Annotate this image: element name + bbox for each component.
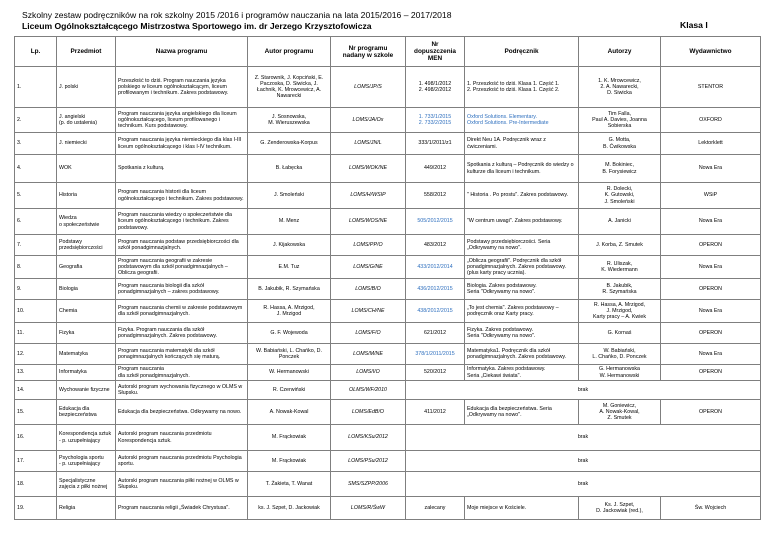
cell-podrecznik: Edukacja dla bezpieczeństwa. Seria „Odkrywamy na nowo". xyxy=(465,400,579,425)
cell-nazwa: Program nauczania chemii w zakresie podstawowym dla szkół ponadgimnazjalnych. xyxy=(116,300,248,323)
cell-nr-men: 449/2012 xyxy=(406,155,465,183)
table-row xyxy=(15,209,761,235)
cell-przedmiot: Matematyka xyxy=(57,344,116,365)
cell-nr-programu: LOMS/PSu/2012 xyxy=(331,451,406,472)
cell-lp: 14. xyxy=(15,381,57,400)
table-row xyxy=(15,400,761,425)
cell-lp: 6. xyxy=(15,209,57,235)
cell-brak: brak xyxy=(406,425,761,451)
col-nazwa-programu: Nazwa programu xyxy=(116,37,248,67)
cell-przedmiot: Chemia xyxy=(57,300,116,323)
cell-przedmiot: Wiedza o społeczeństwie xyxy=(57,209,116,235)
table-row xyxy=(15,497,761,520)
cell-nr-programu: LOMS/WOK/NE xyxy=(331,155,406,183)
cell-podrecznik: „Oblicza geografii". Podręcznik dla szkół ponadgimnazjalnych. Zakres podstawowy. (plus karty pracy ucznia). xyxy=(465,256,579,279)
cell-autor: R. Czerwiński xyxy=(248,381,331,400)
cell-autorzy: G. Kornaś xyxy=(579,323,661,344)
cell-brak: brak xyxy=(406,472,761,497)
cell-podrecznik: Spotkania z kulturą – Podręcznik do wiedzy o kulturze dla liceum i technikum. xyxy=(465,155,579,183)
cell-podrecznik: "W centrum uwagi". Zakres podstawowy. xyxy=(465,209,579,235)
textbook-table xyxy=(14,36,761,520)
cell-przedmiot: Fizyka xyxy=(57,323,116,344)
cell-nr-men: 378/1/2011/2015 xyxy=(406,344,465,365)
table-row xyxy=(15,183,761,209)
cell-lp: 8. xyxy=(15,256,57,279)
col-podrecznik: Podręcznik xyxy=(465,37,579,67)
cell-przedmiot: Podstawy przedsiębiorczości xyxy=(57,235,116,256)
cell-nr-men: 1. 733/1/2015 2. 733/2/2015 xyxy=(406,108,465,133)
cell-podrecznik: Podstawy przedsiębiorczości. Seria „Odkrywamy na nowo". xyxy=(465,235,579,256)
cell-nr-programu: LOMS/CH/NE xyxy=(331,300,406,323)
cell-wydawnictwo: Nowa Era xyxy=(661,155,761,183)
cell-nr-men: 483/2012 xyxy=(406,235,465,256)
cell-lp: 1. xyxy=(15,67,57,108)
cell-nr-men: 1. 498/1/2012 2. 498/2/2012 xyxy=(406,67,465,108)
cell-lp: 4. xyxy=(15,155,57,183)
cell-nr-programu: LOMS/M/NE xyxy=(331,344,406,365)
cell-nazwa: Autorski program nauczania przedmiotu Psychologia sportu. xyxy=(116,451,248,472)
cell-nr-men: 621/2012 xyxy=(406,323,465,344)
cell-nr-programu: LOMS/JP/S xyxy=(331,67,406,108)
cell-nr-programu: LOMS/JN/L xyxy=(331,133,406,155)
cell-autor: ks. J. Szpet, D. Jackowiak xyxy=(248,497,331,520)
cell-lp: 16. xyxy=(15,425,57,451)
cell-wydawnictwo: OPERON xyxy=(661,365,761,381)
col-autorzy: Autorzy xyxy=(579,37,661,67)
cell-wydawnictwo: OXFORD xyxy=(661,108,761,133)
cell-nr-programu: LOMS/WOS/NE xyxy=(331,209,406,235)
cell-autor: T. Żakieta, T. Wanat xyxy=(248,472,331,497)
cell-wydawnictwo: Nowa Era xyxy=(661,300,761,323)
cell-wydawnictwo: Nowa Era xyxy=(661,209,761,235)
cell-nr-programu: LOMS/JA/Ox xyxy=(331,108,406,133)
cell-lp: 18. xyxy=(15,472,57,497)
cell-nazwa: Autorski program nauczania piłki nożnej w OLMS w Słupsku. xyxy=(116,472,248,497)
cell-autor: W. Babiański, L. Chańko, D. Ponczek xyxy=(248,344,331,365)
cell-lp: 17. xyxy=(15,451,57,472)
header-line-2: Liceum Ogólnokształcącego Mistrzostwa Sportowego im. dr Jerzego Krzysztofowicza xyxy=(22,21,372,31)
cell-lp: 19. xyxy=(15,497,57,520)
cell-wydawnictwo: Św. Wojciech xyxy=(661,497,761,520)
cell-autorzy: Tim Falla, Paul A. Davies, Joanna Sobierska xyxy=(579,108,661,133)
cell-wydawnictwo: Nowa Era xyxy=(661,256,761,279)
table-row xyxy=(15,425,761,451)
col-przedmiot: Przedmiot xyxy=(57,37,116,67)
header-line-1: Szkolny zestaw podręczników na rok szkolny 2015 /2016 i programów nauczania na lata 2015/2016 – 2017/2018 xyxy=(22,10,452,20)
cell-przedmiot: Historia xyxy=(57,183,116,209)
table-row xyxy=(15,381,761,400)
cell-autor: J. Sosnowska, M. Wieruszewska xyxy=(248,108,331,133)
cell-nr-programu: LOMS/R/ŚwW xyxy=(331,497,406,520)
cell-wydawnictwo: OPERON xyxy=(661,279,761,300)
cell-podrecznik: Oxford Solutions. Elementary. Oxford Solutions. Pre-Intermediate xyxy=(465,108,579,133)
table-row xyxy=(15,133,761,155)
cell-autorzy: 1. K. Mrowcewicz, 2. A. Nawarecki, D. Siwicka xyxy=(579,67,661,108)
cell-podrecznik: Direkt Neu 1A. Podręcznik wraz z ćwiczeniami. xyxy=(465,133,579,155)
cell-nr-programu: LOMS/EdB/O xyxy=(331,400,406,425)
cell-autorzy: Ks. J. Szpet, D. Jackowiak (red.), xyxy=(579,497,661,520)
cell-nr-programu: LOMS/KSu/2012 xyxy=(331,425,406,451)
cell-brak: brak xyxy=(406,451,761,472)
table-row xyxy=(15,279,761,300)
cell-lp: 11. xyxy=(15,323,57,344)
cell-nazwa: Program nauczania biologii dla szkół ponadgimnazjalnych – zakres podstawowy. xyxy=(116,279,248,300)
cell-autor: W. Hermanowski xyxy=(248,365,331,381)
class-label: Klasa I xyxy=(680,20,708,30)
cell-autor: B. Jakubik, R. Szymańska xyxy=(248,279,331,300)
cell-autor: J. Kijakowska xyxy=(248,235,331,256)
cell-nazwa: Program nauczania geografii w zakresie podstawowym dla szkół ponadgimnazjalnych – Oblicza geografii. xyxy=(116,256,248,279)
cell-lp: 15. xyxy=(15,400,57,425)
cell-przedmiot: Korespondencja sztuk - p. uzupełniający xyxy=(57,425,116,451)
cell-nazwa: Autorski program wychowania fizycznego w OLMS w Słupsku. xyxy=(116,381,248,400)
cell-wydawnictwo: OPERON xyxy=(661,235,761,256)
cell-wydawnictwo: OPERON xyxy=(661,400,761,425)
cell-nazwa: Program nauczania matematyki dla szkół ponagimnazjalnych kończących się maturą. xyxy=(116,344,248,365)
table-row xyxy=(15,300,761,323)
cell-przedmiot: Informatyka xyxy=(57,365,116,381)
cell-nr-men: 433/2012/2014 xyxy=(406,256,465,279)
cell-podrecznik: Matematyka1. Podręcznik dla szkół ponadgimnazjalnych. Zakres podstawowy. xyxy=(465,344,579,365)
cell-nazwa: Program nauczania historii dla liceum ogólnokształcącego i technikum. Zakres podstawowy. xyxy=(116,183,248,209)
cell-autorzy: R. Hassa, A. Mrzigod, J. Mrzigod, Karty pracy – A. Kwiek xyxy=(579,300,661,323)
cell-autor: Z. Starownik, J. Kopciński, E. Paczoska, D. Siwicka, J. Łachnik, K. Mrowcewicz, A. Nawarecki xyxy=(248,67,331,108)
cell-wydawnictwo: STENTOR xyxy=(661,67,761,108)
cell-lp: 5. xyxy=(15,183,57,209)
cell-przedmiot: J. niemiecki xyxy=(57,133,116,155)
col-wydawnictwo: Wydawnictwo xyxy=(661,37,761,67)
cell-autor: E.M. Tuz xyxy=(248,256,331,279)
cell-autor: A. Nowak-Kowal xyxy=(248,400,331,425)
cell-lp: 12. xyxy=(15,344,57,365)
cell-nr-programu: LOMS/G/NE xyxy=(331,256,406,279)
table-header-row xyxy=(15,37,761,67)
cell-przedmiot: Edukacja dla bezpieczeństwa xyxy=(57,400,116,425)
cell-nr-programu: SMS/SZPP/2006 xyxy=(331,472,406,497)
cell-przedmiot: Psychologia sportu - p. uzupełniający xyxy=(57,451,116,472)
table-row xyxy=(15,108,761,133)
cell-nazwa: Program nauczania podstaw przedsiębiorczości dla szkół ponadgimnazjalnych. xyxy=(116,235,248,256)
cell-wydawnictwo: Nowa Era xyxy=(661,344,761,365)
cell-podrecznik: Fizyka. Zakres podstawowy. Seria "Odkrywamy na nowo". xyxy=(465,323,579,344)
cell-nr-programu: LOMS/I/O xyxy=(331,365,406,381)
cell-nr-programu: LOMS/H/WSIP xyxy=(331,183,406,209)
cell-brak: brak xyxy=(406,381,761,400)
cell-autorzy: M. Goniewicz, A. Nowak-Kowal, Z. Smutek xyxy=(579,400,661,425)
cell-nr-men: 505/2012/2015 xyxy=(406,209,465,235)
cell-podrecznik: Informatyka. Zakres podstawowy. Seria „Ciekawi świata". xyxy=(465,365,579,381)
cell-nazwa: Program nauczania języka niemieckiego dla klas I-III liceum ogólnokształcącego i klas I-IV technikum. xyxy=(116,133,248,155)
cell-nr-men: zalecany xyxy=(406,497,465,520)
table-row xyxy=(15,472,761,497)
cell-nazwa: Program nauczania religii „Świadek Chrystusa". xyxy=(116,497,248,520)
cell-przedmiot: WOK xyxy=(57,155,116,183)
cell-lp: 13. xyxy=(15,365,57,381)
cell-podrecznik: 1. Przeszłość to dziś. Klasa 1. Część 1. 2. Przeszłość to dziś. Klasa 1. Część 2. xyxy=(465,67,579,108)
cell-autorzy: G. Hermanowska W. Hermanowski xyxy=(579,365,661,381)
cell-nazwa: Program nauczania dla szkół ponadgimnazjalnych. xyxy=(116,365,248,381)
table-row xyxy=(15,323,761,344)
table-row xyxy=(15,365,761,381)
col-nr-men: Nr dopuszczenia MEN xyxy=(406,37,465,67)
cell-autorzy: M. Bokiniec, B. Forysiewicz xyxy=(579,155,661,183)
cell-nr-men: 438/2012/2015 xyxy=(406,300,465,323)
cell-podrecznik: " Historia . Po prostu". Zakres podstawowy. xyxy=(465,183,579,209)
cell-nr-programu: LOMS/B/O xyxy=(331,279,406,300)
cell-autorzy: J. Korba, Z. Smutek xyxy=(579,235,661,256)
cell-nr-men: 436/2012/2015 xyxy=(406,279,465,300)
col-nr-programu: Nr programu nadany w szkole xyxy=(331,37,406,67)
cell-lp: 2. xyxy=(15,108,57,133)
cell-przedmiot: Geografia xyxy=(57,256,116,279)
cell-autorzy: R. Uliszak, K. Wiedermann xyxy=(579,256,661,279)
table-row xyxy=(15,235,761,256)
cell-nazwa: Program nauczania wiedzy o społeczeństwie dla liceum ogólnokształcącego i technikum. Zakres podstawowy. xyxy=(116,209,248,235)
cell-nr-men: 333/1/2011/z1 xyxy=(406,133,465,155)
cell-autor: B. Łabęcka xyxy=(248,155,331,183)
document-header xyxy=(22,10,452,32)
cell-lp: 3. xyxy=(15,133,57,155)
table-row xyxy=(15,451,761,472)
cell-autor: M. Menz xyxy=(248,209,331,235)
cell-nazwa: Fizyka. Program nauczania dla szkół ponadgimnazjalnych. Zakres podstawowy. xyxy=(116,323,248,344)
cell-autorzy: G. Motta, B. Ćwikowska xyxy=(579,133,661,155)
cell-przedmiot: Religia xyxy=(57,497,116,520)
cell-wydawnictwo: WSiP xyxy=(661,183,761,209)
cell-nazwa: Spotkania z kulturą. xyxy=(116,155,248,183)
cell-nr-men: 558/2012 xyxy=(406,183,465,209)
cell-lp: 7. xyxy=(15,235,57,256)
cell-nr-programu: LOMS/F/O xyxy=(331,323,406,344)
cell-lp: 9. xyxy=(15,279,57,300)
cell-podrecznik: „To jest chemia". Zakres podstawowy – podręcznik oraz Karty pracy. xyxy=(465,300,579,323)
cell-przedmiot: Biologia xyxy=(57,279,116,300)
table-row xyxy=(15,155,761,183)
cell-autor: G. Zenderowska-Korpus xyxy=(248,133,331,155)
cell-autor: R. Hassa, A. Mrzigod, J. Mrzigod xyxy=(248,300,331,323)
cell-podrecznik: Moje miejsce w Kościele. xyxy=(465,497,579,520)
cell-nr-programu: OLMS/WF/2010 xyxy=(331,381,406,400)
cell-autor: M. Frąckowiak xyxy=(248,451,331,472)
cell-autor: G. F. Wojewoda xyxy=(248,323,331,344)
cell-przedmiot: Specjalistyczne zajęcia z piłki nożnej xyxy=(57,472,116,497)
cell-nazwa: Edukacja dla bezpieczeństwa. Odkrywamy na nowo. xyxy=(116,400,248,425)
cell-nazwa: Przeszłość to dziś. Program nauczania języka polskiego w liceum ogólnokształcącym, liceum profilowanym i technikum. Zakres podstawowy. xyxy=(116,67,248,108)
col-autor-programu: Autor programu xyxy=(248,37,331,67)
table-row xyxy=(15,67,761,108)
cell-autor: J. Smoleński xyxy=(248,183,331,209)
cell-wydawnictwo: Lektorklett xyxy=(661,133,761,155)
cell-przedmiot: J. polski xyxy=(57,67,116,108)
cell-autorzy: R. Dolecki, K. Gutowski, J. Smoleński xyxy=(579,183,661,209)
cell-autorzy: B. Jakubik, R. Szymańska xyxy=(579,279,661,300)
cell-nazwa: Autorski program nauczania przedmiotu Korespondencja sztuk. xyxy=(116,425,248,451)
cell-przedmiot: J. angielski (p. do ustalenia) xyxy=(57,108,116,133)
table-row xyxy=(15,256,761,279)
cell-autor: M. Frąckowiak xyxy=(248,425,331,451)
cell-lp: 10. xyxy=(15,300,57,323)
cell-autorzy: A. Janicki xyxy=(579,209,661,235)
cell-nazwa: Program nauczania języka angielskiego dla liceum ogólnokształcącego, liceum profilowanego i technikum. Kurs podstawowy. xyxy=(116,108,248,133)
table-row xyxy=(15,344,761,365)
cell-autorzy: W. Babiański, L. Chańko, D. Ponczek xyxy=(579,344,661,365)
cell-wydawnictwo: OPERON xyxy=(661,323,761,344)
cell-podrecznik: Biologia. Zakres podstawowy. Seria "Odkrywamy na nowo". xyxy=(465,279,579,300)
cell-nr-programu: LOMS/PP/O xyxy=(331,235,406,256)
cell-nr-men: 520/2012 xyxy=(406,365,465,381)
col-lp: Lp. xyxy=(15,37,57,67)
cell-przedmiot: Wychowanie fizyczne xyxy=(57,381,116,400)
cell-nr-men: 411/2012 xyxy=(406,400,465,425)
